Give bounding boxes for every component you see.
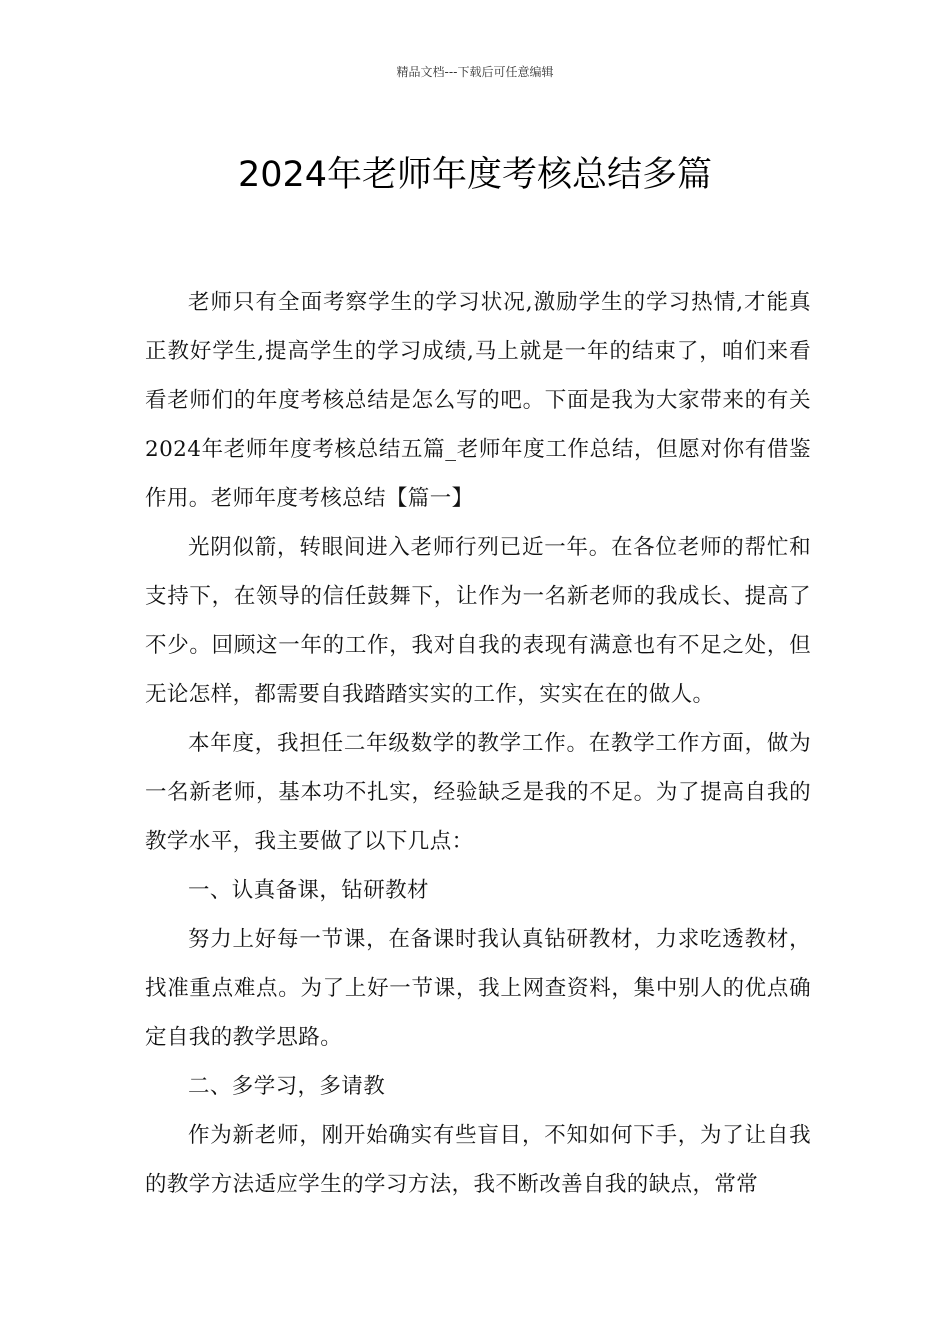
document-body xyxy=(145,278,811,1209)
section-heading-2: 二、多学习，多请教 xyxy=(188,1074,386,1099)
document-title: 2024年老师年度考核总结多篇 xyxy=(237,155,713,196)
paragraph-review: 光阴似箭，转眼间进入老师行列已近一年。在各位老师的帮忙和支持下，在领导的信任鼓舞下，让作为一名新老师的我成长、提高了不少。回顾这一年的工作，我对自我的表现有满意也有不足之处，但无论怎样，都需要自我踏踏实实的工作，实实在在的做人。 xyxy=(145,535,811,707)
paragraph-preparation: 努力上好每一节课，在备课时我认真钻研教材，力求吃透教材，找准重点难点。为了上好一节课，我上网查资料，集中别人的优点确定自我的教学思路。 xyxy=(145,927,811,1050)
paragraph-intro: 老师只有全面考察学生的学习状况,激励学生的学习热情,才能真正教好学生,提高学生的学习成绩,马上就是一年的结束了，咱们来看看老师们的年度考核总结是怎么写的吧。下面是我为大家带来的有关2024年老师年度考核总结五篇_老师年度工作总结，但愿对你有借鉴作用。老师年度考核总结【篇一】 xyxy=(145,290,811,511)
paragraph-learning: 作为新老师，刚开始确实有些盲目，不知如何下手，为了让自我的教学方法适应学生的学习方法，我不断改善自我的缺点，常常 xyxy=(145,1123,811,1197)
paragraph-teaching: 本年度，我担任二年级数学的教学工作。在教学工作方面，做为一名新老师，基本功不扎实，经验缺乏是我的不足。为了提高自我的教学水平，我主要做了以下几点： xyxy=(145,731,811,854)
section-heading-1: 一、认真备课，钻研教材 xyxy=(188,878,429,903)
page-header-note: 精品文档---下载后可任意编辑 xyxy=(396,65,554,79)
